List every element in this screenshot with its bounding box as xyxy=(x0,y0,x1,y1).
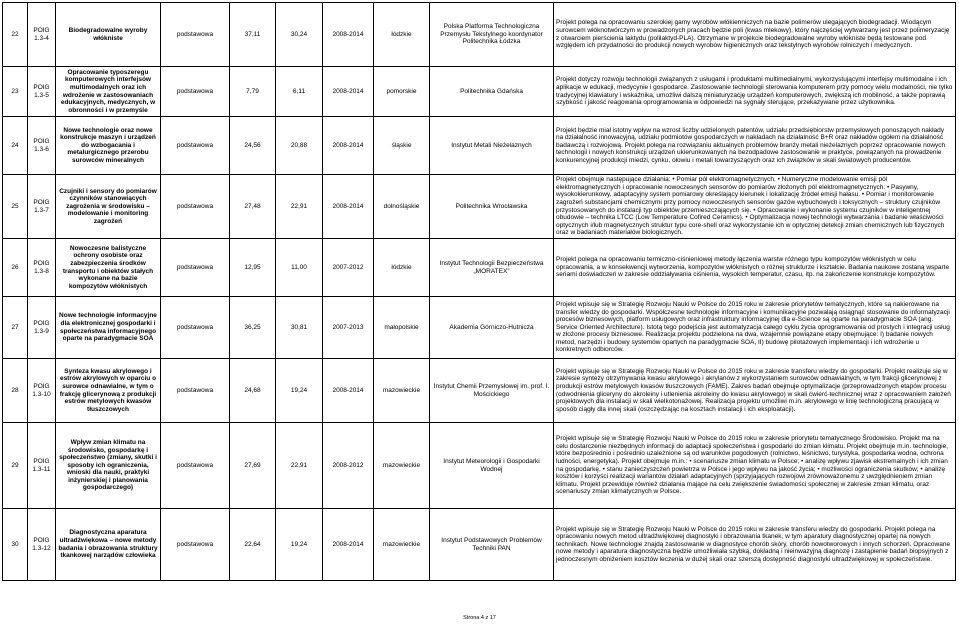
row-number: 29 xyxy=(3,423,28,509)
total-value: 37,11 xyxy=(230,3,276,67)
institution: Politechnika Wrocławska xyxy=(430,175,554,239)
row-number: 23 xyxy=(3,67,28,117)
project-type: podstawowa xyxy=(161,297,230,359)
region: łódzkie xyxy=(374,239,430,297)
institution: Akademia Górniczo-Hutnicza xyxy=(430,297,554,359)
row-number: 28 xyxy=(3,359,28,423)
table-row xyxy=(3,297,956,359)
project-type: podstawowa xyxy=(161,117,230,175)
project-code: POIG 1.3-12 xyxy=(28,509,56,581)
row-number: 26 xyxy=(3,239,28,297)
total-value: 36,25 xyxy=(230,297,276,359)
project-title: Biodegradowalne wyroby włókniste xyxy=(56,3,161,67)
project-period: 2008-2014 xyxy=(323,67,374,117)
project-period: 2008-2014 xyxy=(323,3,374,67)
row-number: 30 xyxy=(3,509,28,581)
project-code: POIG 1.3-6 xyxy=(28,117,56,175)
institution: Instytut Technologii Bezpieczeństwa „MORATEX” xyxy=(430,239,554,297)
project-period: 2008-2014 xyxy=(323,359,374,423)
project-type: podstawowa xyxy=(161,239,230,297)
project-code: POIG 1.3-8 xyxy=(28,239,56,297)
funding-value: 6,11 xyxy=(276,67,323,117)
project-description: Projekt wpisuje się w Strategię Rozwoju Nauki w Polsce do 2015 roku w zakresie priorytetów tematycznych, które są nakierowane na transfer wiedzy do gospodarki. Współczesne technologie informacyjne i komunikacyjne pozwalają osiągnąć stosowanie do informatyzacji procesów biznesowych, platform usługowych oraz infrastruktury informacyjnej dla e-Science są oparte na paradygmacie SOA (ang. Service Oriented Architecture). Istotą tego podejścia jest automatyzacja całego cyklu życia oprogramowania od prostych i integracji usług w złożone procesy biznesowe. Realizacja projektu podzielona na dwa, wzajemnie powiązane etapy obejmujące: I) badanie nowych metod, narzędzi i budowy systemów opartych na paradygmacie SOA, II) budowę pilotażowych implementacji i ich wdrożenie u konkretnych odbiorców. xyxy=(554,297,956,359)
project-title: Nowe technologie oraz nowe konstrukcje maszyn i urządzeń do wzbogacania i metalurgicznego przerobu surowców mineralnych xyxy=(56,117,161,175)
table-row xyxy=(3,3,956,67)
row-number: 22 xyxy=(3,3,28,67)
region: śląskie xyxy=(374,117,430,175)
project-description: Projekt wpisuje się w Strategię Rozwoju Nauki w Polsce do 2015 roku w zakresie transferu wiedzy do gospodarki. Projekt polega na opracowaniu nowych metod ultradźwiękowej diagnostyki i obrazowania tkanek, w tym aparatury diagnostycznej opartej na nowych technikach. Nowe technologie znajdą zastosowanie w diagnostyce chorób skóry, chorób nowotworowych i innych schorzeń. Opracowane nowe metody i aparatura diagnostyczna będzie umożliwiała szybką, dokładną i nieinwazyjną diagnozę i zastąpienie badań biopsyjnych z jednoczesnym obniżeniem kosztów leczenia w dużej skali oraz szerszą dostępność diagnostyki ultradźwiękowej w społeczeństwie. xyxy=(554,509,956,581)
project-type: podstawowa xyxy=(161,175,230,239)
project-type: podstawowa xyxy=(161,509,230,581)
project-description: Projekt wpisuje się w Strategię Rozwoju Nauki w Polsce do 2015 roku w zakresie transferu wiedzy do gospodarki. Projekt realizuje się w zakresie syntezy otrzymywania kwasu akrylowego i akrylanów z wykorzystaniem surowców odnawialnych, w tym frakcji glicerynowej z produkcji estrów metylowych kwasów tłuszczowych (FAME). Zakres badań obejmuje optymalizacje (przeprowadzonych etapów procesu (odwodnienia gliceryny do akroleiny i utlenienia akroleiny do kwasu akrylowego) w skali ćwierć-technicznej wraz z opracowaniem założeń projektowych dla instalacji w skali wielkotonażowej. Realizacja projektu umożliwi m.in. akrylowego w linię technologiczną pracującą w sposób ciągły dla innej skali (oszczędzając na kosztach instalacji i ich eksploatacji). xyxy=(554,359,956,423)
region: mazowieckie xyxy=(374,359,430,423)
total-value: 24,56 xyxy=(230,117,276,175)
table-row xyxy=(3,359,956,423)
table-row xyxy=(3,509,956,581)
project-title: Nowoczesne balistyczne ochrony osobiste oraz zabezpieczenia środków transportu i obiektów stałych wykonane na bazie kompozytów włóknistych xyxy=(56,239,161,297)
project-type: podstawowa xyxy=(161,423,230,509)
project-period: 2007-2012 xyxy=(323,239,374,297)
project-title: Czujniki i sensory do pomiarów czynników stanowiących zagrożenia w środowisku – modelowanie i monitoring zagrożeń xyxy=(56,175,161,239)
table-row xyxy=(3,175,956,239)
institution: Instytut Podstawowych Problemów Techniki PAN xyxy=(430,509,554,581)
project-code: POIG 1.3-4 xyxy=(28,3,56,67)
total-value: 7,79 xyxy=(230,67,276,117)
row-number: 24 xyxy=(3,117,28,175)
project-description: Projekt wpisuje się w Strategię Rozwoju Nauki w Polsce do 2015 roku w zakresie priorytetu tematycznego Środowisko. Projekt ma na celu dostarczenie niezbędnych informacji do adaptacji społeczeństwa i gospodarki do zmian klimatu. Projekt obejmuje m.in. technologie, które bezpośrednio i pośrednio uzależnione są od warunków pogodowych (rolnictwo, leśnictwo, turystyka, gospodarka wodna, ochrona ludności, energetyka). Projekt obejmuje m.in.: • scenariusze zmian klimatu w Polsce; • analizę wpływu zjawisk ekstremalnych i ich zmian na gospodarkę, • stanu zanieczyszczeń powietrza w Polsce i jego wpływu na jakość życia; • możliwości ograniczenia skutków; • analizę kosztów i korzyści realizacji wariantów działań adaptacyjnych (sprzyjających rozwojowi zrównoważonemu z uwzględnieniem zmian klimatu. Projekt przewiduje również działania mające na celu zwiększenie świadomości społecznej w zakresie zmian klimatu, oraz scenariuszy zmian klimatycznych w Polsce. xyxy=(554,423,956,509)
total-value: 24,68 xyxy=(230,359,276,423)
project-title: Nowe technologie informacyjne dla elektronicznej gospodarki i społeczeństwa informacyjnego oparte na paradygmacie SOA xyxy=(56,297,161,359)
region: mazowieckie xyxy=(374,423,430,509)
funding-value: 20,88 xyxy=(276,117,323,175)
total-value: 27,48 xyxy=(230,175,276,239)
project-description: Projekt polega na opracowaniu termiczno-ciśnieniowej metody łączenia warstw różnego typu kompozytów włóknistych w celu opracowania, a w konsekwencji wytworzenia, kompozytów włóknistych o różnej strukturze i kształcie. Badania naukowe zostaną wsparte seriami doświadczeń w zakresie oddziaływania ciśnienia, wysokich temperatur, czasu, itp. na zakończenie konstrukcje kompozytów. xyxy=(554,239,956,297)
project-description: Projekt będzie miał istotny wpływ na wzrost liczby udzielonych patentów, udziału przedsiębiorstw przemysłowych ponoszących nakłady na działalność innowacyjną, udziału podmiotów gospodarczych w nakładach na działalność B+R oraz nakładów ogółem na działalność badawczą i rozwojową. Projekt polega na rozwiązaniu aktualnych problemów branży metali nieżelaznych poprzez opracowanie nowych technologii i nowych konstrukcji urządzeń ukierunkowanych na bezodpadowe zastosowanie w praktyce, powiązanych na prowadzenie konkurencyjnej produkcji miedzi, cynku, ołowiu i metali towarzyszących oraz ich związków w skali światowych producentów. xyxy=(554,117,956,175)
table-body xyxy=(3,3,956,581)
project-code: POIG 1.3-9 xyxy=(28,297,56,359)
institution: Polska Platforma Technologiczna Przemysłu Tekstylnego koordynator Politechnika Łódzka xyxy=(430,3,554,67)
funding-value: 30,24 xyxy=(276,3,323,67)
row-number: 27 xyxy=(3,297,28,359)
region: dolnośląskie xyxy=(374,175,430,239)
project-type: podstawowa xyxy=(161,67,230,117)
project-description: Projekt polega na opracowaniu szerokiej gamy wyrobów włókienniczych na bazie polimerów ulegających biodegradacji. Wiodącym surowcem włóknotwórczym w prowadzonych pracach będzie poli (kwas mlekowy), który najczęściej wytwarzany jest przez polimeryzację z otwarciem pierścienia laktydu (polilaktyd-PLA). Otrzymane w projekcie biodegradowalne wyroby włókniste będą testowane pod względem ich przydatności do produkcji nowych wyrobów higienicznych oraz tekstylnych wyrobów rolniczych i medycznych. xyxy=(554,3,956,67)
region: pomorskie xyxy=(374,67,430,117)
project-period: 2008-2014 xyxy=(323,117,374,175)
table-row xyxy=(3,67,956,117)
total-value: 27,69 xyxy=(230,423,276,509)
table-row xyxy=(3,423,956,509)
project-period: 2008-2014 xyxy=(323,509,374,581)
region: mazowieckie xyxy=(374,509,430,581)
table-row xyxy=(3,239,956,297)
funding-value: 19,24 xyxy=(276,359,323,423)
funding-value: 22,91 xyxy=(276,175,323,239)
project-period: 2008-2014 xyxy=(323,175,374,239)
institution: Instytut Metali Nieżelaznych xyxy=(430,117,554,175)
total-value: 12,95 xyxy=(230,239,276,297)
project-code: POIG 1.3-10 xyxy=(28,359,56,423)
funding-value: 22,91 xyxy=(276,423,323,509)
funding-value: 19,24 xyxy=(276,509,323,581)
project-period: 2008-2012 xyxy=(323,423,374,509)
project-description: Projekt obejmuje następujące działania: • Pomiar pól elektromagnetycznych. • Numeryczne modelowanie emisji pól elektromagnetycznych i opracowanie nowoczesnych sensorów do pomiarów złożonych pól elektromagnetycznych. • Pasywny, wysokokierunkowy, adaptacyjny system pomiarowy określający kierunek i lokalizację źródeł emisji hałasu. • Pomiar i monitorowanie zagrożeń substancjami chemicznymi przy pomocy nowoczesnych sensorów gazów wybuchowych i toksycznych – struktury czujników przystosowanych do instalacji typ obiektów przemieszczających się. • Opracowanie i wykonanie systemu czujników w inteligentnej obudowie – technika LTCC (Low Temperature Cofired Ceramics). • Optymalizacja nowej technologii wytwarzania i badanie właściwości optycznych i/lub magnetycznych struktur typu core-shell oraz wykorzystanie ich w optycznej detekcji zmian chemicznych lub fizycznych oraz w badaniach materiałów biologicznych. xyxy=(554,175,956,239)
project-title: Diagnostyczna aparatura ultradźwiękowa – nowe metody badania i obrazowania struktury tkankowej narządów człowieka xyxy=(56,509,161,581)
table-row xyxy=(3,117,956,175)
project-code: POIG 1.3-7 xyxy=(28,175,56,239)
page-footer: Strona 4 z 17 xyxy=(463,615,496,621)
region: łódzkie xyxy=(374,3,430,67)
institution: Politechnika Gdańska xyxy=(430,67,554,117)
project-title: Wpływ zmian klimatu na środowisko, gospodarkę i społeczeństwo (zmiany, skutki i sposoby ich ograniczenia, wnioski dla nauki, praktyki inżynierskiej i planowania gospodarczego) xyxy=(56,423,161,509)
region: małopolskie xyxy=(374,297,430,359)
project-code: POIG 1.3-11 xyxy=(28,423,56,509)
project-title: Opracowanie typoszeregu komputerowych interfejsów multimodalnych oraz ich wdrożenie w zastosowaniach edukacyjnych, medycznych, w obronności i w przemyśle xyxy=(56,67,161,117)
row-number: 25 xyxy=(3,175,28,239)
institution: Instytut Chemii Przemysłowej im. prof. I. Mościckiego xyxy=(430,359,554,423)
project-type: podstawowa xyxy=(161,359,230,423)
project-title: Synteza kwasu akrylowego i estrów akrylowych w oparciu o surowce odnawialne, w tym o frakcję glicerynową z produkcji estrów metylowych kwasów tłuszczowych xyxy=(56,359,161,423)
project-description: Projekt dotyczy rozwoju technologii związanych z usługami i produktami multimedialnymi, wykorzystującymi interfejsy multimodalne i ich aplikacje w edukacji, medycynie i gospodarce. Zastosowanie technologii sterowania komputerem przy pomocy wielu modalności, nie tylko tradycyjnej klawiatury i wskaźnika, umożliwi dalszą miniaturyzację urządzeń komputerowych, zwiększą ich mobilność, a także poprawią szybkość i jakość reagowania oprogramowania w odpowiedzi na sygnały sterujące, przekazywane przez użytkownika. xyxy=(554,67,956,117)
projects-table xyxy=(2,2,956,581)
project-period: 2007-2013 xyxy=(323,297,374,359)
funding-value: 11,00 xyxy=(276,239,323,297)
total-value: 22,64 xyxy=(230,509,276,581)
project-code: POIG 1.3-5 xyxy=(28,67,56,117)
funding-value: 30,81 xyxy=(276,297,323,359)
institution: Instytut Meteorologii i Gospodarki Wodnej xyxy=(430,423,554,509)
project-type: podstawowa xyxy=(161,3,230,67)
